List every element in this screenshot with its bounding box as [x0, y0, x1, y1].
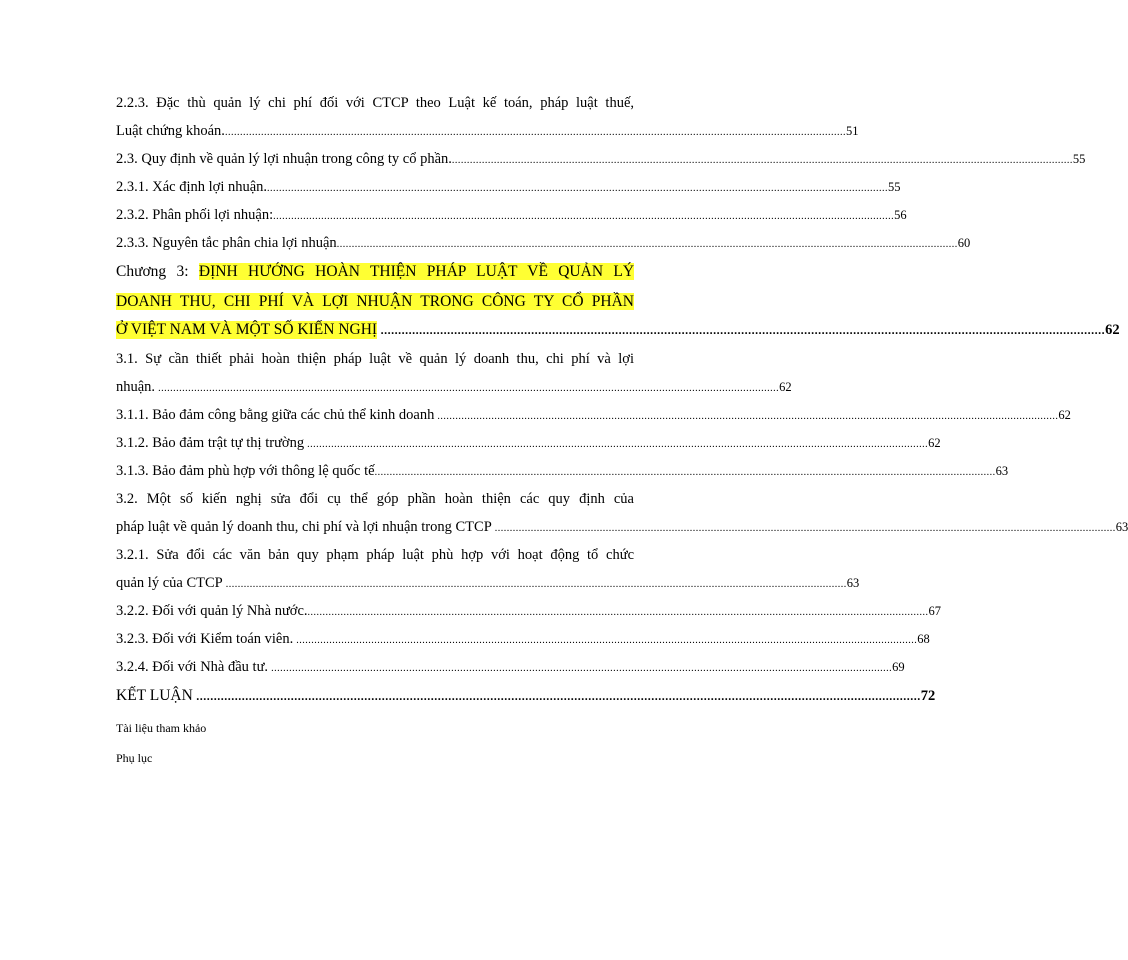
toc-entry-text: 3.2. Một số kiến nghị sửa đổi cụ thể góp phần hoàn thiện các quy định của	[116, 491, 634, 507]
dot-leader: ...............................................................................................................................................................................................................	[304, 439, 929, 450]
toc-entry-text: 2.3.2. Phân phối lợi nhuận:	[116, 207, 274, 223]
toc-entry-text: Luật chứng khoán.	[116, 123, 225, 139]
toc-entry-2-3-1[interactable]	[116, 179, 901, 207]
toc-entry-text: 3.1.3. Bảo đảm phù hợp với thông lệ quốc tế	[116, 463, 375, 479]
toc-entry-text: 3.2.1. Sửa đổi các văn bản quy phạm pháp luật phù hợp với hoạt động tổ chức	[116, 547, 634, 563]
toc-page-number: 63	[1115, 520, 1128, 534]
toc-page-number: 62	[779, 380, 792, 394]
dot-leader: ...............................................................................................................................................................................................................	[267, 183, 889, 194]
dot-leader: ...............................................................................................................................................................................................................	[374, 467, 996, 478]
toc-entry-text: 3.2.2. Đối với quản lý Nhà nước.	[116, 603, 308, 619]
dot-leader: ...............................................................................................................................................................................................................	[491, 523, 1116, 534]
dot-leader: ...............................................................................................................................................................................................................	[268, 663, 893, 674]
toc-entry-3-1-2[interactable]	[116, 435, 941, 463]
dot-leader: ...............................................................................................................................................................................................................	[336, 239, 958, 250]
toc-entry-text: 3.1.2. Bảo đảm trật tự thị trường	[116, 435, 305, 451]
toc-page-number: 56	[894, 208, 907, 222]
toc-entry-text: 3.1. Sự cần thiết phải hoàn thiện pháp luật về quản lý doanh thu, chi phí và lợi	[116, 351, 634, 367]
toc-entry-2-3-2[interactable]	[116, 207, 907, 235]
toc-references[interactable]: Tài liệu tham khảo	[116, 721, 207, 735]
toc-entry-text: 2.3. Quy định về quản lý lợi nhuận trong công ty cổ phần.	[116, 151, 452, 167]
dot-leader: ...............................................................................................................................................................................................................	[192, 689, 921, 703]
toc-entry-text: 2.3.1. Xác định lợi nhuận.	[116, 179, 268, 195]
toc-page-number: 62	[1058, 408, 1071, 422]
toc-entry-text: 2.3.3. Nguyên tắc phân chia lợi nhuận	[116, 235, 337, 251]
dot-leader: ...............................................................................................................................................................................................................	[293, 635, 918, 646]
toc-entry-2-3-3[interactable]	[116, 235, 971, 263]
toc-page-number: 72	[920, 688, 936, 704]
toc-entry-2-3[interactable]	[116, 151, 1086, 179]
chapter-title-line: DOANH THU, CHI PHÍ VÀ LỢI NHUẬN TRONG CÔNG TY CỔ PHẦN	[116, 293, 634, 310]
table-of-contents	[116, 95, 1128, 773]
toc-entry-2-2-3[interactable]	[116, 95, 859, 151]
dot-leader: ...............................................................................................................................................................................................................	[451, 155, 1073, 166]
toc-entry-3-1-1[interactable]	[116, 407, 1071, 435]
toc-entry-3-2[interactable]	[116, 491, 1128, 547]
toc-entry-3-2-4[interactable]	[116, 659, 905, 687]
toc-entry-text: KẾT LUẬN	[116, 687, 193, 704]
toc-entry-text: 2.2.3. Đặc thù quản lý chi phí đối với CTCP theo Luật kế toán, pháp luật thuế,	[116, 95, 634, 111]
chapter-title-line: ĐỊNH HƯỚNG HOÀN THIỆN PHÁP LUẬT VỀ QUẢN LÝ	[198, 263, 635, 280]
toc-page-number: 55	[888, 180, 901, 194]
toc-entry-text: pháp luật về quản lý doanh thu, chi phí và lợi nhuận trong CTCP	[116, 519, 492, 535]
toc-page-number: 63	[995, 464, 1009, 478]
toc-page-number: 68	[917, 632, 930, 646]
toc-chapter-3[interactable]	[116, 263, 1120, 351]
chapter-prefix: Chương 3:	[116, 263, 189, 280]
toc-entry-3-2-1[interactable]	[116, 547, 860, 603]
toc-page-number: 63	[846, 576, 860, 590]
dot-leader: ...............................................................................................................................................................................................................	[155, 383, 780, 394]
toc-page-number: 55	[1072, 152, 1086, 166]
toc-page-number: 69	[892, 660, 905, 674]
toc-entry-3-1-3[interactable]	[116, 463, 1009, 491]
toc-entry-text: 3.2.4. Đối với Nhà đầu tư.	[116, 659, 269, 675]
toc-entry-3-2-2[interactable]	[116, 603, 942, 631]
toc-entry-text: quản lý của CTCP	[116, 575, 223, 591]
dot-leader: ...............................................................................................................................................................................................................	[434, 411, 1059, 422]
dot-leader: ...............................................................................................................................................................................................................	[224, 127, 846, 138]
chapter-title-line: Ở VIỆT NAM VÀ MỘT SỐ KIẾN NGHỊ	[116, 321, 378, 338]
dot-leader: ...............................................................................................................................................................................................................	[377, 323, 1106, 337]
dot-leader: ...............................................................................................................................................................................................................	[222, 579, 847, 590]
toc-page-number: 62	[928, 436, 941, 450]
toc-page-number: 62	[1105, 322, 1120, 338]
dot-leader: ...............................................................................................................................................................................................................	[273, 211, 895, 222]
toc-entry-text: 3.1.1. Bảo đảm công bằng giữa các chủ thể kinh doanh	[116, 407, 435, 423]
toc-page-number: 67	[928, 604, 942, 618]
dot-leader: ...............................................................................................................................................................................................................	[307, 607, 929, 618]
toc-entry-3-1[interactable]	[116, 351, 792, 407]
toc-conclusion[interactable]	[116, 687, 936, 715]
toc-entry-text: 3.2.3. Đối với Kiểm toán viên.	[116, 631, 294, 647]
toc-entry-text: nhuận.	[116, 379, 156, 395]
toc-entry-3-2-3[interactable]	[116, 631, 930, 659]
toc-appendix[interactable]: Phụ lục	[116, 751, 153, 765]
toc-page-number: 51	[845, 124, 859, 138]
toc-page-number: 60	[957, 236, 971, 250]
